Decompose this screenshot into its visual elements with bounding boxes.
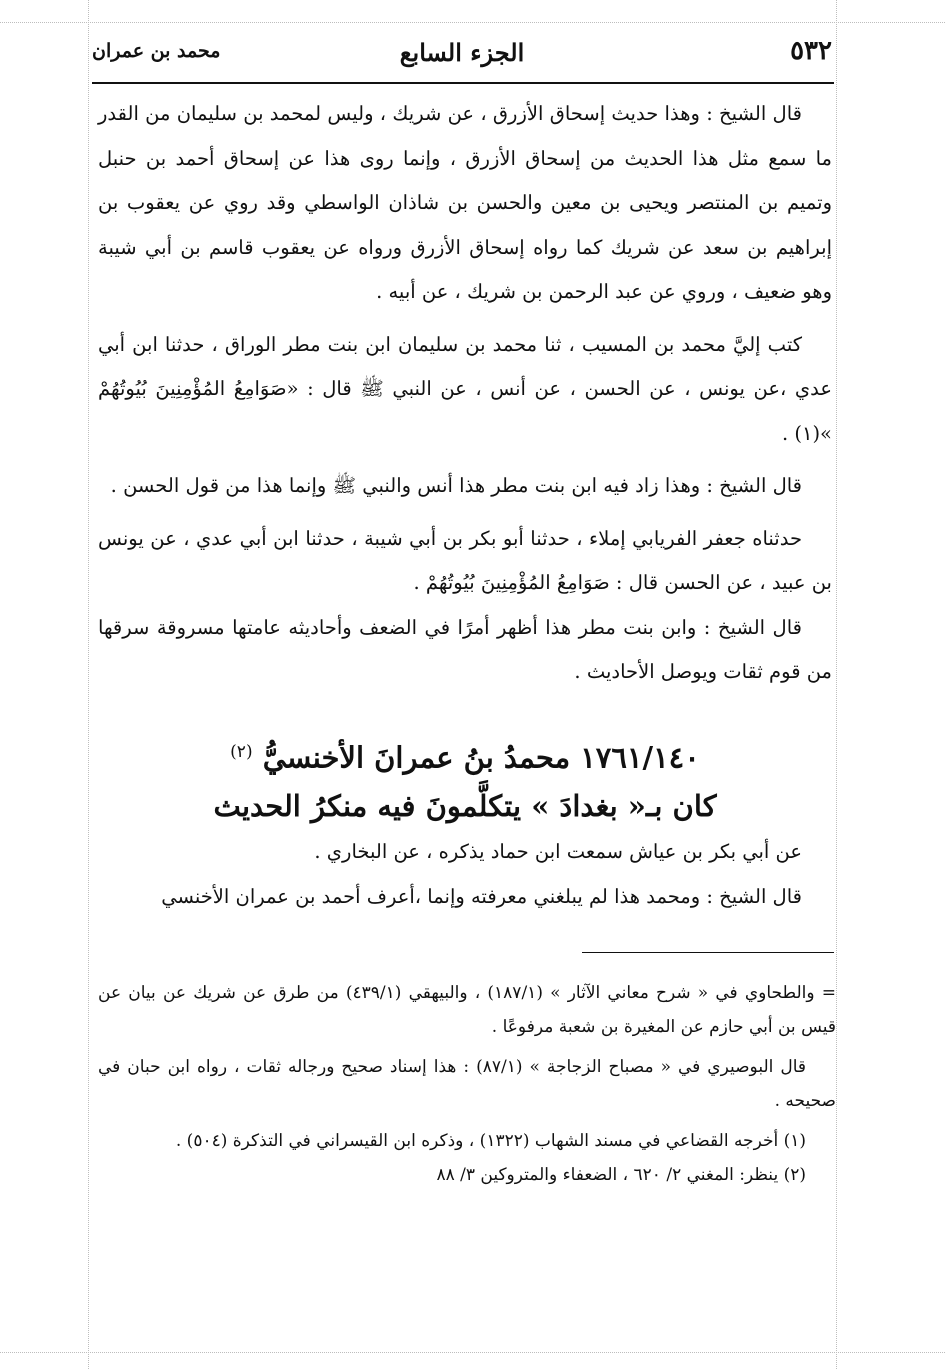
paragraph: قال الشيخ : وهذا حديث إسحاق الأزرق ، عن شريك ، وليس لمحمد بن سليمان من القدر ما سمع مثل هذا الحديث من إسحاق الأزرق ، وإنما روى هذا عن إسحاق أحمد بن حنبل وتميم بن المنتصر ويحيى بن معين والحسن بن شاذان الواسطي وقد روي عن يعقوب بن إبراهيم بن سعد عن شريك كما رواه إسحاق الأزرق ورواه عن يعقوب قاسم بن أبي شيبة وهو ضعيف ، وروي عن عبد الرحمن بن شريك ، عن أبيه . [98,102,832,303]
header-rule [92,82,834,84]
paragraph: حدثناه جعفر الفريابي إملاء ، حدثنا أبو بكر بن أبي شيبة ، حدثنا ابن أبي عدي ، عن يونس بن عبيد ، عن الحسن قال : صَوَامِعُ المُؤْمِنِينَ بُيُوتُهُمْ . [98,526,832,594]
footnote-continuation: قال البوصيري في « مصباح الزجاجة » (٨٧/١) : هذا إسناد صحيح ورجاله ثقات ، رواه ابن حبان في صحيحه . [98,1057,836,1111]
footnote: (١) أخرجه القضاعي في مسند الشهاب (١٣٢٢) ، وذكره ابن القيسراني في التذكرة (٥٠٤) . [175,1131,806,1151]
paragraph: قال الشيخ : ومحمد هذا لم يبلغني معرفته وإنما ،أعرف أحمد بن عمران الأخنسي [161,884,802,908]
scan-guide-line [0,22,945,23]
footnote-marker: (٢) [230,742,253,762]
footnote-rule [582,952,834,953]
page-header [92,36,832,82]
scan-guide-line [836,0,837,1369]
footnote: (٢) ينظر: المغني ٢/ ٦٢٠ ، الضعفاء والمتروكين ٣/ ٨٨ [436,1165,806,1185]
scan-guide-line [0,1352,945,1353]
paragraph: كتب إليَّ محمد بن المسيب ، ثنا محمد بن سليمان ابن بنت مطر الوراق ، حدثنا ابن أبي عدي ،عن يونس ، عن الحسن ، عن أنس ، عن النبي ﷺ قال : «صَوَامِعُ المُؤْمِنِينَ بُيُوتُهُمْ »(١) . [98,332,832,445]
part-title: الجزء السابع [399,38,525,67]
entry-text [98,830,832,919]
paragraph: قال الشيخ : وهذا زاد فيه ابن بنت مطر هذا أنس والنبي ﷺ وإنما هذا من قول الحسن . [110,474,802,497]
paragraph: قال الشيخ : وابن بنت مطر هذا أظهر أمرًا في الضعف وأحاديثه عامتها مسروقة سرقها من قوم ثقات ويوصل الأحاديث . [98,615,832,683]
scan-guide-line [88,0,89,1369]
entry-subtitle: كان بـ« بغدادَ » يتكلَّمونَ فيه منكرُ الحديث [213,788,717,823]
running-head: محمد بن عمران [92,40,221,62]
entry-heading [98,728,832,830]
footnote-continuation: = والطحاوي في « شرح معاني الآثار » (١٨٧/١) ، والبيهقي (٤٣٩/١) من طرق عن شريك عن بيان عن قيس بن أبي حازم عن المغيرة بن شعبة مرفوعًا . [98,983,836,1037]
paragraph: عن أبي بكر بن عياش سمعت ابن حماد يذكره ، عن البخاري . [314,840,802,863]
page-number: ٥٣٢ [790,36,832,66]
footnotes [98,976,836,1192]
entry-title-text: ١٧٦١/١٤٠ محمدُ بنُ عمرانَ الأخنسيُّ [262,740,700,775]
main-text [98,92,832,695]
entry-title [98,728,832,782]
